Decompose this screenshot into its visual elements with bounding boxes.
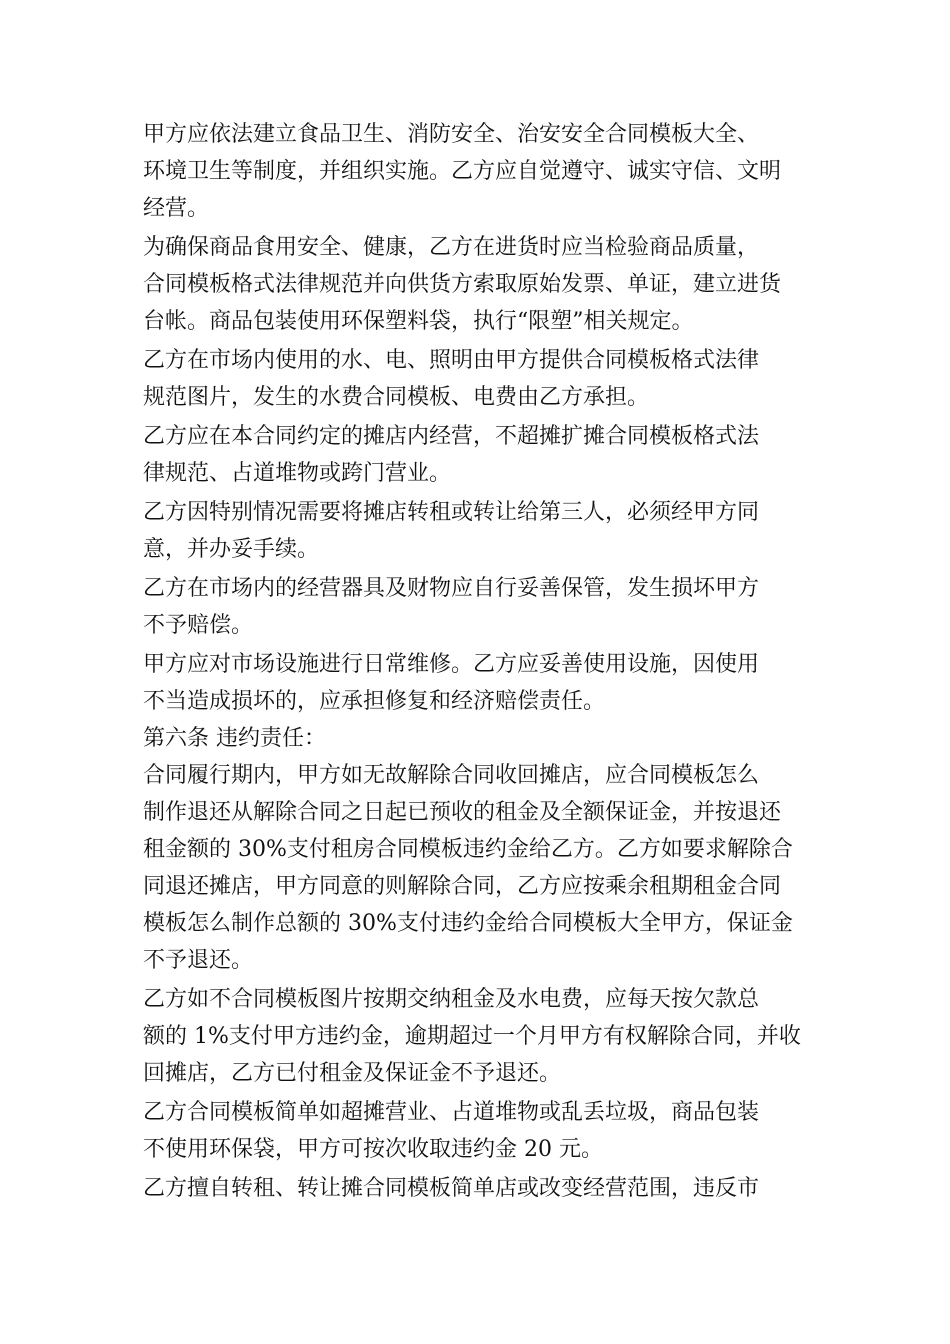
text-line-27: 乙方合同模板简单如超摊营业、占道堆物或乱丢垃圾，商品包装 <box>143 1100 760 1125</box>
text-line-28: 不使用环保袋，甲方可按次收取违约金 20 元。 <box>143 1137 603 1162</box>
text-line-22: 模板怎么制作总额的 30%支付违约金给合同模板大全甲方，保证金 <box>143 911 793 936</box>
text-line-2: 环境卫生等制度，并组织实施。乙方应自觉遵守、诚实守信、文明 <box>143 159 782 184</box>
document-body <box>143 116 808 1207</box>
text-line-3: 经营。 <box>143 196 210 221</box>
text-line-9: 乙方应在本合同约定的摊店内经营，不超摊扩摊合同模板格式法 <box>143 424 760 449</box>
text-line-11: 乙方因特别情况需要将摊店转租或转让给第三人，必须经甲方同 <box>143 500 760 525</box>
section-heading: 第六条 违约责任： <box>143 726 326 751</box>
text-line-14: 不予赔偿。 <box>143 613 254 638</box>
text-line-5: 合同模板格式法律规范并向供货方索取原始发票、单证，建立进货 <box>143 272 782 297</box>
text-line-8: 规范图片，发生的水费合同模板、电费由乙方承担。 <box>143 385 650 410</box>
text-line-4: 为确保商品食用安全、健康，乙方在进货时应当检验商品质量， <box>143 235 760 260</box>
text-line-16: 不当造成损坏的，应承担修复和经济赔偿责任。 <box>143 689 606 714</box>
text-line-25: 额的 1%支付甲方违约金，逾期超过一个月甲方有权解除合同，并收 <box>143 1024 801 1049</box>
text-line-15: 甲方应对市场设施进行日常维修。乙方应妥善使用设施，因使用 <box>143 652 760 677</box>
text-line-7: 乙方在市场内使用的水、电、照明由甲方提供合同模板格式法律 <box>143 348 760 373</box>
text-line-26: 回摊店，乙方已付租金及保证金不予退还。 <box>143 1061 562 1086</box>
text-line-6: 台帐。商品包装使用环保塑料袋，执行“限塑”相关规定。 <box>143 309 694 334</box>
text-line-10: 律规范、占道堆物或跨门营业。 <box>143 461 452 486</box>
text-line-13: 乙方在市场内的经营器具及财物应自行妥善保管，发生损坏甲方 <box>143 576 760 601</box>
text-line-18: 合同履行期内，甲方如无故解除合同收回摊店，应合同模板怎么 <box>143 763 760 788</box>
text-line-21: 同退还摊店，甲方同意的则解除合同，乙方应按乘余租期租金合同 <box>143 874 782 899</box>
text-line-23: 不予退还。 <box>143 948 254 973</box>
text-line-24: 乙方如不合同模板图片按期交纳租金及水电费，应每天按欠款总 <box>143 987 760 1012</box>
text-line-1: 甲方应依法建立食品卫生、消防安全、治安安全合同模板大全、 <box>143 122 760 147</box>
text-line-12: 意，并办妥手续。 <box>143 537 320 562</box>
text-line-19: 制作退还从解除合同之日起已预收的租金及全额保证金，并按退还 <box>143 800 782 825</box>
text-line-20: 租金额的 30%支付租房合同模板违约金给乙方。乙方如要求解除合 <box>143 837 793 862</box>
text-line-29: 乙方擅自转租、转让摊合同模板简单店或改变经营范围，违反市 <box>143 1176 760 1201</box>
